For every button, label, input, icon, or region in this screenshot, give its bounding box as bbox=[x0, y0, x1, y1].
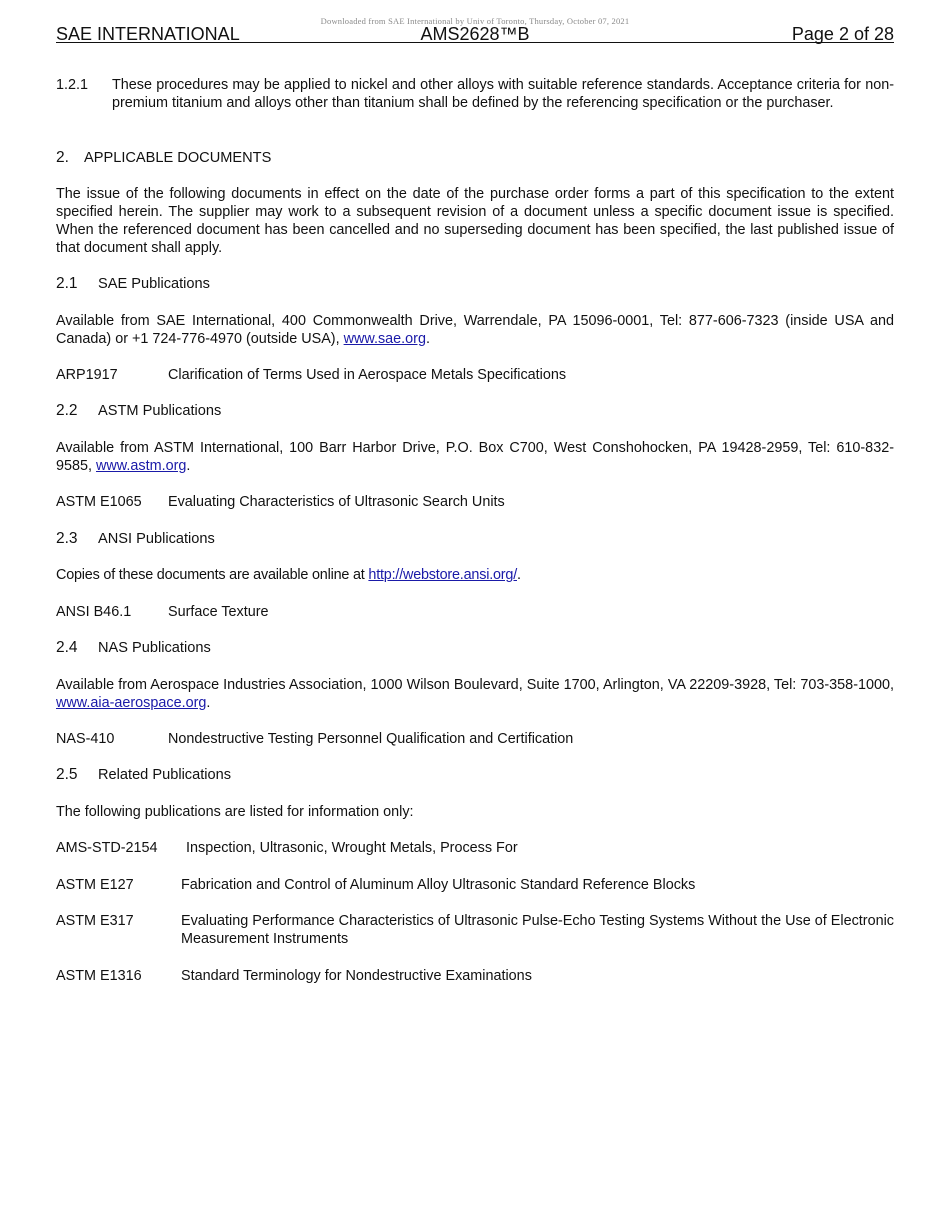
reference-item bbox=[56, 493, 894, 511]
section-2-5-heading bbox=[56, 766, 894, 784]
period: . bbox=[186, 458, 191, 474]
section-title: Related Publications bbox=[98, 767, 232, 783]
section-2-2-heading bbox=[56, 402, 894, 420]
period: . bbox=[425, 331, 430, 347]
sae-availability bbox=[56, 312, 894, 348]
section-number: 1.2.1 bbox=[56, 77, 89, 93]
section-2-heading bbox=[56, 149, 894, 167]
reference-title: Nondestructive Testing Personnel Qualification and Certification bbox=[168, 731, 574, 747]
reference-title: Standard Terminology for Nondestructive Examinations bbox=[181, 968, 532, 984]
section-number: 2.1 bbox=[56, 275, 78, 292]
section-number: 2.2 bbox=[56, 402, 78, 419]
ansi-link[interactable]: http://webstore.ansi.org/ bbox=[368, 567, 517, 583]
aia-link[interactable]: www.aia-aerospace.org bbox=[56, 695, 207, 711]
section-2-3-heading bbox=[56, 530, 894, 548]
reference-item bbox=[56, 603, 894, 621]
page-header bbox=[56, 22, 894, 43]
section-title: ANSI Publications bbox=[98, 531, 215, 547]
reference-code: ANSI B46.1 bbox=[56, 604, 132, 620]
section-2-intro: The issue of the following documents in effect on the date of the purchase order forms a part of this specification to the extent specified herein. The supplier may work to a subsequent revision of a document unless a specific document issue is specified. When the referenced document has been cancelled and no superseding document has been specified, the last published issue of that document shall apply. bbox=[56, 186, 894, 256]
sae-link[interactable]: www.sae.org bbox=[343, 331, 426, 347]
section-2-1-heading bbox=[56, 275, 894, 293]
astm-link[interactable]: www.astm.org bbox=[96, 458, 187, 474]
reference-code: ASTM E1065 bbox=[56, 494, 142, 510]
reference-code: ARP1917 bbox=[56, 367, 118, 383]
reference-code: ASTM E317 bbox=[56, 913, 134, 929]
section-title: ASTM Publications bbox=[98, 403, 222, 419]
reference-title: Fabrication and Control of Aluminum Alloy Ultrasonic Standard Reference Blocks bbox=[181, 877, 696, 893]
reference-code: AMS-STD-2154 bbox=[56, 840, 158, 856]
section-title: NAS Publications bbox=[98, 640, 211, 656]
reference-item bbox=[56, 876, 894, 894]
reference-code: NAS-410 bbox=[56, 731, 115, 747]
section-1-2-1 bbox=[56, 76, 894, 112]
reference-title: Evaluating Characteristics of Ultrasonic Search Units bbox=[168, 494, 505, 510]
section-title: SAE Publications bbox=[98, 276, 210, 292]
section-number: 2.5 bbox=[56, 766, 78, 783]
section-text: These procedures may be applied to nickel and other alloys with suitable reference standards. Acceptance criteria for non-premium titanium and alloys other than titanium shall be defined by the referencing specification or the purchaser. bbox=[112, 77, 894, 111]
reference-code: ASTM E127 bbox=[56, 877, 134, 893]
reference-item bbox=[56, 839, 894, 857]
period: . bbox=[517, 567, 521, 583]
reference-item bbox=[56, 912, 894, 948]
section-number: 2. bbox=[56, 149, 69, 166]
page-number: Page 2 of 28 bbox=[791, 24, 894, 44]
reference-item bbox=[56, 730, 894, 748]
reference-item bbox=[56, 366, 894, 384]
ansi-availability bbox=[56, 566, 894, 584]
reference-item bbox=[56, 967, 894, 985]
availability-text: Available from SAE International, 400 Commonwealth Drive, Warrendale, PA 15096-0001, Tel: 877-606-7323 (inside USA and Canada) or +1 724-776-4970 (outside USA), bbox=[56, 313, 894, 347]
section-2-4-heading bbox=[56, 639, 894, 657]
reference-title: Clarification of Terms Used in Aerospace Metals Specifications bbox=[168, 367, 567, 383]
reference-title: Surface Texture bbox=[168, 604, 269, 620]
document-number: AMS2628™B bbox=[420, 24, 530, 44]
download-watermark: Downloaded from SAE International by Univ of Toronto, Thursday, October 07, 2021 bbox=[320, 16, 630, 26]
reference-title: Inspection, Ultrasonic, Wrought Metals, Process For bbox=[186, 840, 518, 856]
reference-code: ASTM E1316 bbox=[56, 968, 142, 984]
section-number: 2.4 bbox=[56, 639, 78, 656]
related-intro: The following publications are listed for information only: bbox=[56, 804, 414, 820]
availability-text: Available from Aerospace Industries Association, 1000 Wilson Boulevard, Suite 1700, Arlington, VA 22209-3928, Tel: 703-358-1000, bbox=[56, 677, 894, 693]
section-number: 2.3 bbox=[56, 530, 78, 547]
period: . bbox=[206, 695, 211, 711]
reference-title: Evaluating Performance Characteristics of Ultrasonic Pulse-Echo Testing Systems Without the Use of Electronic Measurement Instruments bbox=[181, 913, 894, 947]
section-title: APPLICABLE DOCUMENTS bbox=[84, 150, 272, 166]
publisher-name: SAE INTERNATIONAL bbox=[56, 24, 240, 44]
nas-availability bbox=[56, 676, 894, 712]
astm-availability bbox=[56, 439, 894, 475]
availability-text: Available from ASTM International, 100 Barr Harbor Drive, P.O. Box C700, West Conshohocken, PA 19428-2959, Tel: 610-832-9585, bbox=[56, 440, 894, 474]
availability-text: Copies of these documents are available online at bbox=[56, 567, 365, 583]
